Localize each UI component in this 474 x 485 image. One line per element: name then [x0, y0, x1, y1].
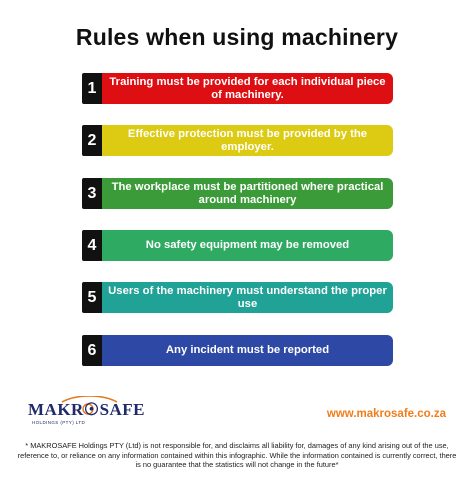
- rule-item: [82, 282, 393, 313]
- rule-number: 6: [82, 335, 102, 366]
- page-title: Rules when using machinery: [75, 24, 399, 50]
- rule-bar: Effective protection must be provided by the employer.: [102, 125, 393, 156]
- rule-item: [82, 125, 393, 156]
- rule-number: 3: [82, 178, 102, 209]
- rule-item: [82, 335, 393, 366]
- makrosafe-logo: [22, 396, 146, 436]
- website-link[interactable]: www.makrosafe.co.za: [326, 408, 446, 420]
- rule-bar: The workplace must be partitioned where practical around machinery: [102, 178, 393, 209]
- logo-tagline: HOLDINGS (PTY) LTD: [32, 420, 86, 425]
- rule-bar: Users of the machinery must understand the proper use: [102, 282, 393, 313]
- rule-bar: No safety equipment may be removed: [102, 230, 393, 261]
- rule-bar: Training must be provided for each individual piece of machinery.: [102, 73, 393, 104]
- logo-wordmark: MAKR☉SAFE: [28, 400, 146, 419]
- rule-number: 2: [82, 125, 102, 156]
- rule-item: [82, 230, 393, 261]
- rule-number: 5: [82, 282, 102, 313]
- rule-bar: Any incident must be reported: [102, 335, 393, 366]
- rule-number: 1: [82, 73, 102, 104]
- rule-number: 4: [82, 230, 102, 261]
- rule-item: [82, 178, 393, 209]
- rule-item: [82, 73, 393, 104]
- disclaimer-text: * MAKROSAFE Holdings PTY (Ltd) is not responsible for, and disclaims all liability for, damages of any kind arising out of the use, reference to, or reliance on any information contained within this infographic. While the information contained is currently correct, there is no guarantee that the statistics will not change in the future*: [17, 441, 457, 470]
